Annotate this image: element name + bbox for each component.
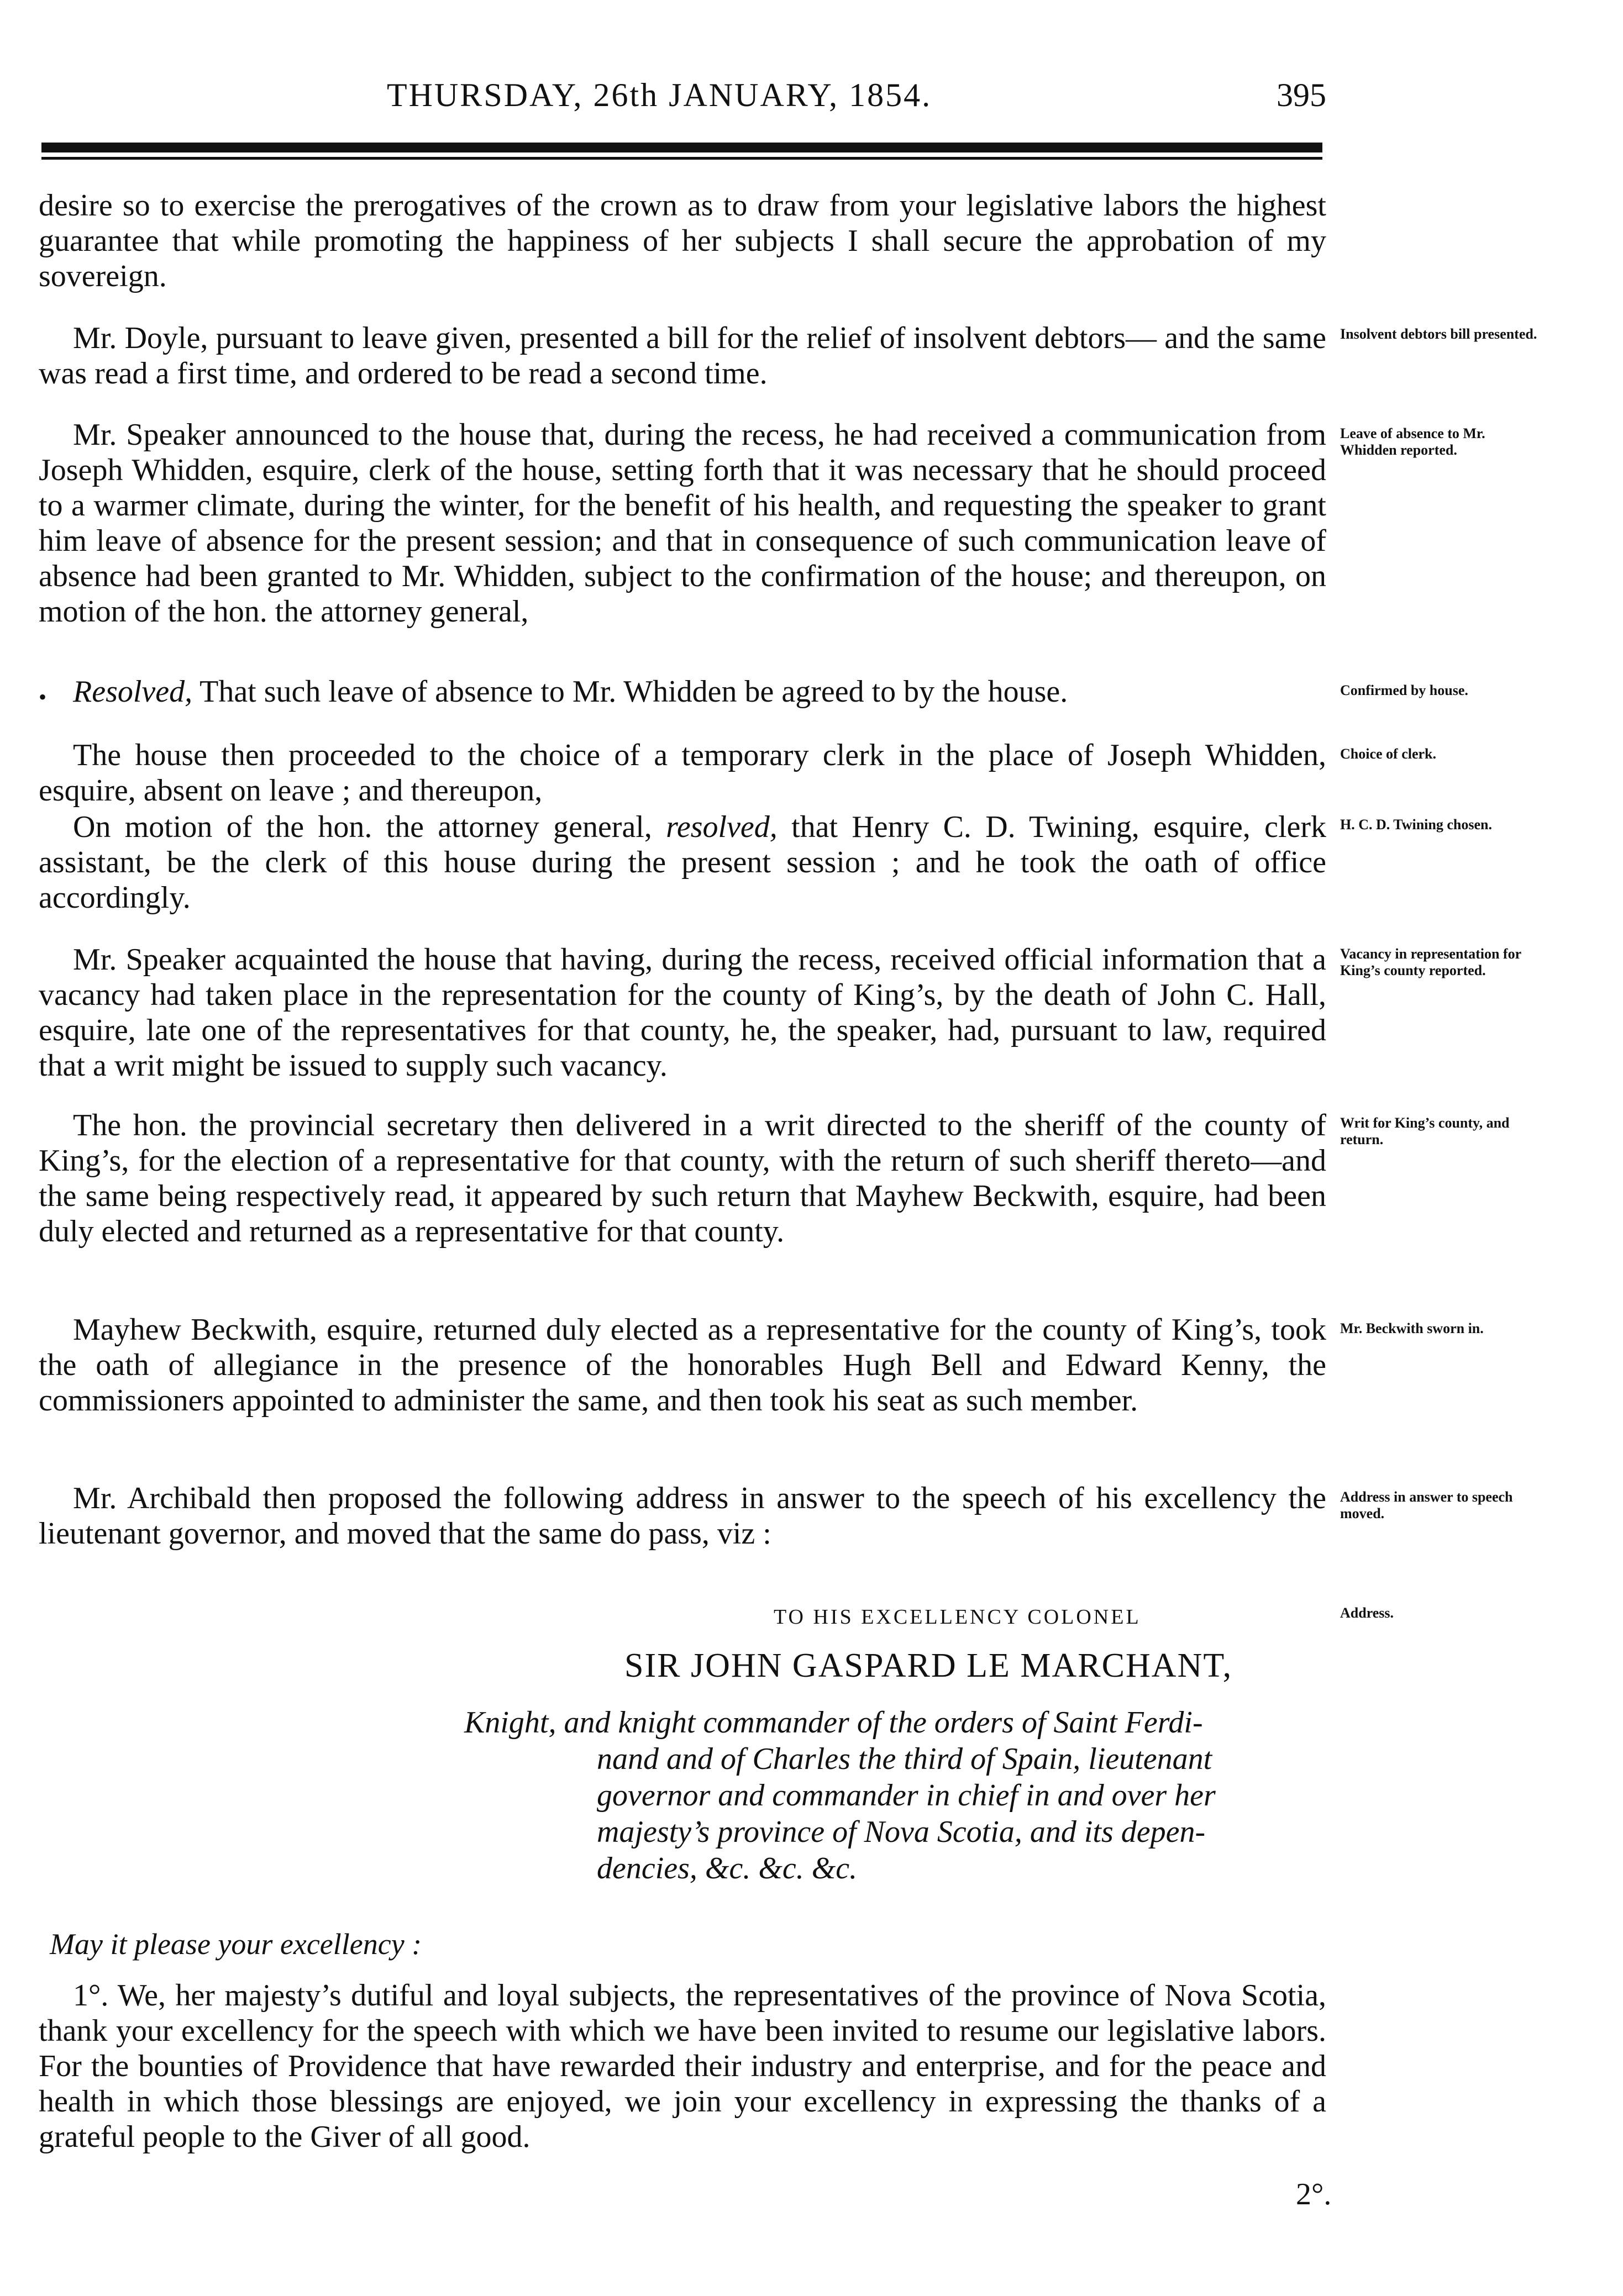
salutation: May it please your excellency :	[50, 1928, 422, 1961]
paragraph-writ: The hon. the provincial secretary then delivered in a writ directed to the sheriff of the county of King’s, for the election of a representative for that county, with the return of such sheriff thereto—and the same being respectively read, it appeared by such return that Mayhew Beckwith, esquire, had been duly elected and returned as a representative for that county.	[39, 1108, 1326, 1249]
page-header-date: THURSDAY, 26th JANUARY, 1854.	[387, 77, 932, 113]
paragraph-archibald-address: Mr. Archibald then proposed the following address in answer to the speech of his excellency the lieutenant governor, and moved that the same do pass, viz :	[39, 1481, 1326, 1551]
margin-note: Confirmed by house.	[1340, 682, 1468, 698]
paragraph-vacancy: Mr. Speaker acquainted the house that having, during the recess, received official information that a vacancy had taken place in the representation for the county of King’s, by the death of John C. Hall, esquire, late one of the representatives for that county, he, the speaker, had, pursuant to law, required that a writ might be issued to supply such vacancy.	[39, 942, 1326, 1083]
margin-note: Leave of absence to Mr. Whidden reported.	[1340, 425, 1485, 458]
address-title-line: nand and of Charles the third of Spain, lieutenant	[597, 1742, 1212, 1776]
page-number: 395	[1277, 77, 1326, 113]
continuation-marker: 2°.	[1296, 2177, 1332, 2211]
margin-note: Mr. Beckwith sworn in.	[1340, 1320, 1484, 1336]
margin-note: Insolvent debtors bill presented.	[1340, 326, 1537, 342]
paragraph-twining-resolved: On motion of the hon. the attorney general, resolved, that Henry C. D. Twining, esquire, clerk assistant, be the clerk of this house during the present session ; and he took the oath of office accordingly.	[39, 810, 1327, 915]
stray-bullet-mark: •	[39, 684, 47, 709]
paragraph-insolvent-debtors: Mr. Doyle, pursuant to leave given, presented a bill for the relief of insolvent debtors— and the same was read a first time, and ordered to be read a second time.	[39, 321, 1326, 391]
margin-note: Choice of clerk.	[1340, 746, 1437, 762]
paragraph-prerogatives: desire so to exercise the prerogatives of the crown as to draw from your legislative labors the highest guarantee that while promoting the happiness of her subjects I shall secure the approbation of my sovereign.	[39, 188, 1326, 293]
paragraph-address-first: 1°. We, her majesty’s dutiful and loyal subjects, the representatives of the province of Nova Scotia, thank your excellency for the speech with which we have been invited to resume our legislative labors. For the bounties of Providence that have rewarded their industry and enterprise, and for the peace and health in which those blessings are enjoyed, we join your excellency in expressing the thanks of a grateful people to the Giver of all good.	[39, 1978, 1326, 2154]
paragraph-resolved: Resolved, That such leave of absence to Mr. Whidden be agreed to by the house.	[73, 675, 1068, 709]
header-rule-thin	[41, 157, 1322, 160]
address-title-line: majesty’s province of Nova Scotia, and its depen-	[597, 1815, 1206, 1849]
margin-note: Address in answer to speech moved.	[1340, 1489, 1513, 1521]
address-recipient-titles	[464, 1704, 1326, 1887]
margin-note: Address.	[1340, 1605, 1394, 1621]
address-title-line: Knight, and knight commander of the orders of Saint Ferdi-	[464, 1705, 1203, 1740]
address-title-line: governor and commander in chief in and over her	[597, 1778, 1216, 1813]
header-rule	[41, 143, 1322, 152]
paragraph-leave-of-absence: Mr. Speaker announced to the house that, during the recess, he had received a communication from Joseph Whidden, esquire, clerk of the house, setting forth that it was necessary that he should proceed to a warmer climate, during the winter, for the benefit of his health, and requesting the speaker to grant him leave of absence for the present session; and that in consequence of such communication leave of absence had been granted to Mr. Whidden, subject to the confirmation of the house; and thereupon, on motion of the hon. the attorney general,	[39, 418, 1326, 629]
address-recipient-name: SIR JOHN GASPARD LE MARCHANT,	[624, 1647, 1233, 1684]
paragraph-beckwith-oath: Mayhew Beckwith, esquire, returned duly elected as a representative for the county of King’s, took the oath of allegiance in the presence of the honorables Hugh Bell and Edward Kenny, the commissioners appointed to administer the same, and then took his seat as such member.	[39, 1313, 1326, 1418]
address-title-line: dencies, &c. &c. &c.	[597, 1851, 858, 1886]
margin-note: Vacancy in representation for King’s county reported.	[1340, 946, 1521, 978]
margin-note: Writ for King’s county, and return.	[1340, 1115, 1510, 1147]
margin-note: H. C. D. Twining chosen.	[1340, 817, 1492, 833]
address-to-line: TO HIS EXCELLENCY COLONEL	[774, 1605, 1141, 1629]
paragraph-choice-of-clerk: The house then proceeded to the choice of a temporary clerk in the place of Joseph Whidden, esquire, absent on leave ; and thereupon,	[39, 738, 1326, 808]
